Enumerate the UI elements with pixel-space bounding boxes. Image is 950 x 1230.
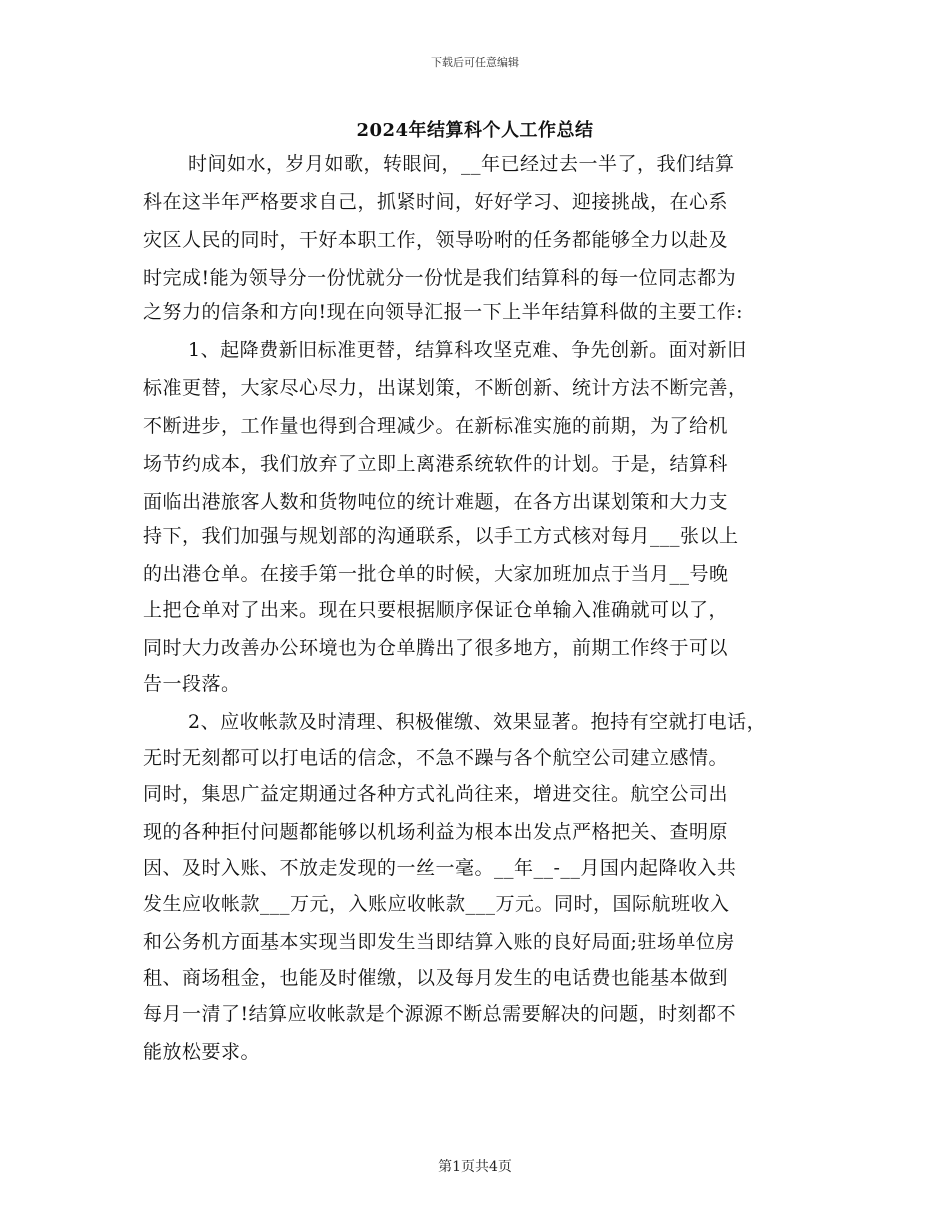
body-line: 和公务机方面基本实现当即发生当即结算入账的良好局面;驻场单位房	[143, 931, 735, 953]
body-line: 持下，我们加强与规划部的沟通联系，以手工方式核对每月___张以上	[143, 525, 739, 547]
body-line: 场节约成本，我们放弃了立即上离港系统软件的计划。于是，结算科	[143, 453, 729, 475]
body-line: 的出港仓单。在接手第一批仓单的时候，大家加班加点于当月__号晚	[143, 563, 729, 585]
body-line: 因、及时入账、不放走发现的一丝一毫。__年__-__月国内起降收入共	[143, 857, 737, 879]
body-line: 面临出港旅客人数和货物吨位的统计难题，在各方出谋划策和大力支	[143, 491, 729, 513]
body-line: 能放松要求。	[143, 1041, 261, 1063]
body-line: 同时大力改善办公环境也为仓单腾出了很多地方，前期工作终于可以	[143, 637, 729, 659]
body-line: 发生应收帐款___万元，入账应收帐款___万元。同时，国际航班收入	[143, 893, 730, 915]
body-line: 灾区人民的同时，干好本职工作，领导吩咐的任务都能够全力以赴及	[143, 229, 729, 251]
body-line: 现的各种拒付问题都能够以机场利益为根本出发点严格把关、查明原	[143, 821, 729, 843]
body-line: 上把仓单对了出来。现在只要根据顺序保证仓单输入准确就可以了，	[143, 599, 729, 621]
body-line: 每月一清了!结算应收帐款是个源源不断总需要解决的问题，时刻都不	[143, 1003, 737, 1025]
body-line: 1、起降费新旧标准更替，结算科攻坚克难、争先创新。面对新旧	[188, 339, 747, 361]
header-note: 下载后可任意编辑	[431, 56, 519, 69]
body-line: 无时无刻都可以打电话的信念，不急不躁与各个航空公司建立感情。	[143, 747, 729, 769]
page-title: 2024年结算科个人工作总结	[356, 120, 594, 141]
body-line: 标准更替，大家尽心尽力，出谋划策，不断创新、统计方法不断完善，	[143, 377, 748, 399]
body-line: 租、商场租金，也能及时催缴，以及每月发生的电话费也能基本做到	[143, 967, 729, 989]
body-line: 科在这半年严格要求自己，抓紧时间，好好学习、迎接挑战，在心系	[143, 191, 729, 213]
body-line: 告一段落。	[143, 673, 241, 695]
body-line: 不断进步，工作量也得到合理减少。在新标准实施的前期，为了给机	[143, 415, 729, 437]
body-line: 之努力的信条和方向!现在向领导汇报一下上半年结算科做的主要工作:	[143, 301, 744, 323]
body-line: 时完成!能为领导分一份忧就分一份忧是我们结算科的每一位同志都为	[143, 267, 737, 289]
body-line: 同时，集思广益定期通过各种方式礼尚往来，增进交往。航空公司出	[143, 783, 729, 805]
page-footer: 第1页共4页	[438, 1159, 512, 1175]
body-line: 2、应收帐款及时清理、积极催缴、效果显著。抱持有空就打电话，	[188, 711, 767, 733]
body-line: 时间如水，岁月如歌，转眼间，__年已经过去一半了，我们结算	[188, 153, 735, 175]
